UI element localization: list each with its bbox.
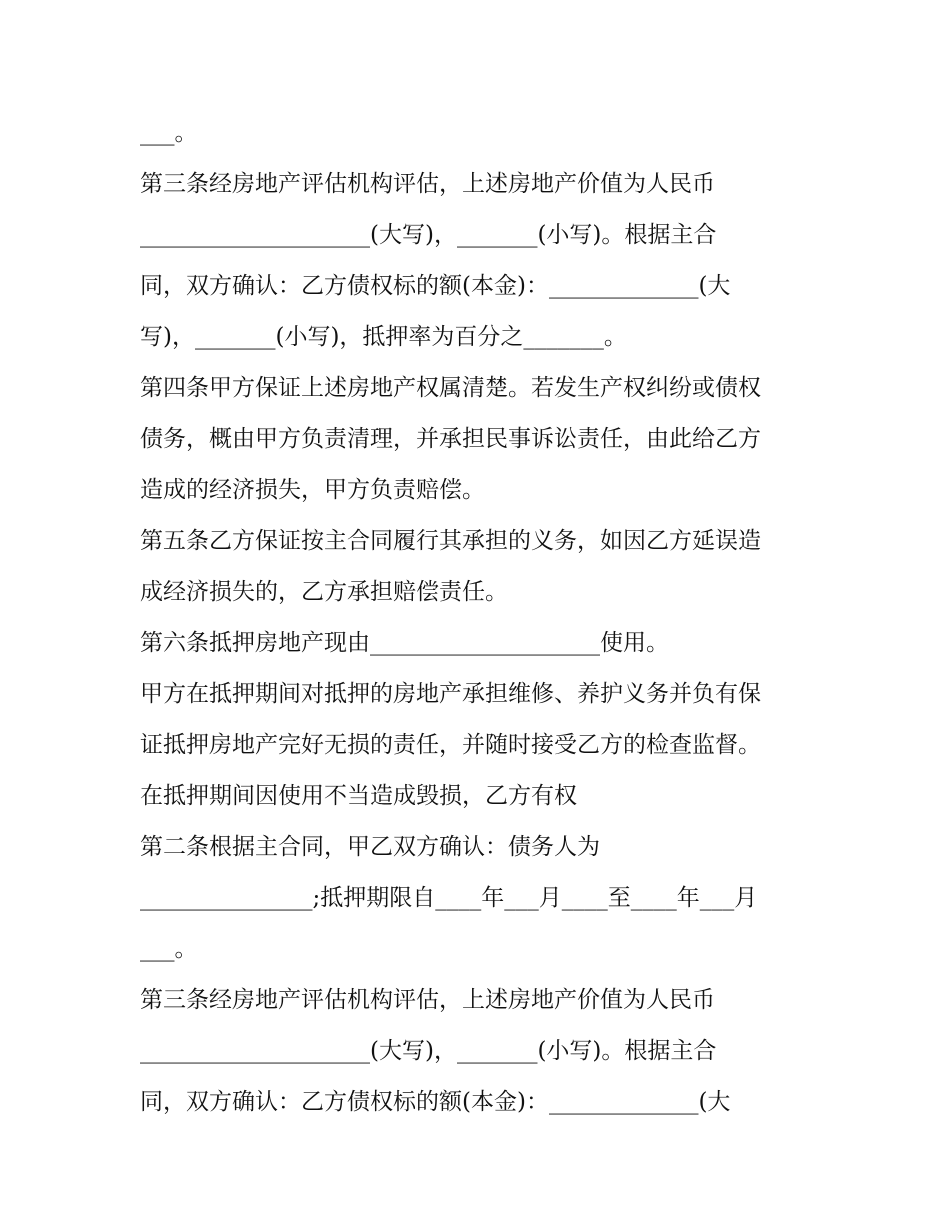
contract-text — [140, 108, 820, 1128]
text-line: 成经济损失的，乙方承担赔偿责任。 — [140, 579, 508, 605]
text-line: 造成的经济损失，甲方负责赔偿。 — [140, 477, 485, 503]
text-line: ___。 — [140, 936, 198, 962]
text-line: 第五条乙方保证按主合同履行其承担的义务，如因乙方延误造 — [140, 528, 761, 554]
text-line: 第三条经房地产评估机构评估，上述房地产价值为人民币 — [140, 171, 715, 197]
text-line: 甲方在抵押期间对抵押的房地产承担维修、养护义务并负有保 — [140, 681, 761, 707]
text-line: 第六条抵押房地产现由____________________使用。 — [140, 630, 669, 656]
text-line: 同，双方确认：乙方债权标的额(本金)：_____________(大 — [140, 1089, 731, 1115]
text-line: 第四条甲方保证上述房地产权属清楚。若发生产权纠纷或债权 — [140, 375, 761, 401]
text-line: ___。 — [140, 120, 198, 146]
text-line: 在抵押期间因使用不当造成毁损，乙方有权 — [140, 783, 577, 809]
text-line: 同，双方确认：乙方债权标的额(本金)：_____________(大 — [140, 273, 731, 299]
text-line: 证抵押房地产完好无损的责任，并随时接受乙方的检查监督。 — [140, 732, 761, 758]
text-line: 第二条根据主合同，甲乙双方确认：债务人为 — [140, 834, 600, 860]
text-line: ____________________(大写)，_______(小写)。根据主合 — [140, 222, 717, 248]
text-line: 写)，_______(小写)，抵押率为百分之_______。 — [140, 324, 627, 350]
text-line: ____________________(大写)，_______(小写)。根据主合 — [140, 1038, 717, 1064]
text-line: 债务，概由甲方负责清理，并承担民事诉讼责任，由此给乙方 — [140, 426, 761, 452]
text-line: 第三条经房地产评估机构评估，上述房地产价值为人民币 — [140, 987, 715, 1013]
text-line: _______________;抵押期限自____年___月____至____年___月 — [140, 885, 758, 911]
